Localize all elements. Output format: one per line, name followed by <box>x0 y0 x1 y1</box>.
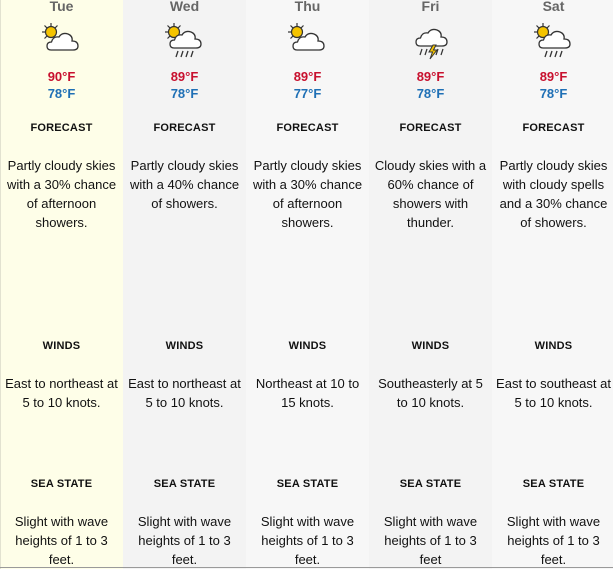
high-temp: 89°F <box>293 69 322 84</box>
forecast-text: Cloudy skies with a 60% chance of showers with thunder. <box>374 158 487 230</box>
sea-state-text: Slight with wave heights of 1 to 3 feet. <box>137 514 232 567</box>
forecast-text: Partly cloudy skies with a 40% chance of showers. <box>129 158 240 211</box>
winds-text: East to northeast at 5 to 10 knots. <box>5 376 118 410</box>
forecast-label: FORECAST <box>522 122 585 134</box>
day-content <box>127 0 242 569</box>
day-content <box>250 0 365 569</box>
high-temp: 89°F <box>170 69 199 84</box>
low-temp: 78°F <box>539 86 568 101</box>
winds-label: WINDS <box>288 340 327 352</box>
high-temp: 90°F <box>47 69 76 84</box>
thunderstorm-icon <box>408 20 454 60</box>
sea-state-text: Slight with wave heights of 1 to 3 feet. <box>14 514 109 567</box>
winds-text: Northeast at 10 to 15 knots. <box>255 376 360 410</box>
sea-state-text: Slight with wave heights of 1 to 3 feet. <box>506 514 601 567</box>
forecast-text: Partly cloudy skies with a 30% chance of afternoon showers. <box>6 158 117 230</box>
high-temp: 89°F <box>416 69 445 84</box>
winds-text: East to northeast at 5 to 10 knots. <box>128 376 241 410</box>
winds-text: Southeasterly at 5 to 10 knots. <box>378 376 483 410</box>
left-edge-divider <box>0 0 1 569</box>
high-temp: 89°F <box>539 69 568 84</box>
day-column-thu <box>246 0 369 569</box>
low-temp: 77°F <box>293 86 322 101</box>
day-column-wed <box>123 0 246 569</box>
day-content <box>373 0 488 569</box>
day-name: Tue <box>49 0 74 14</box>
partly-cloudy-icon <box>285 20 331 60</box>
sea-state-text: Slight with wave heights of 1 to 3 feet. <box>260 514 355 567</box>
sea-state-label: SEA STATE <box>276 478 339 490</box>
forecast-text: Partly cloudy skies with cloudy spells and a 30% chance of showers. <box>499 158 608 230</box>
winds-label: WINDS <box>411 340 450 352</box>
sea-state-label: SEA STATE <box>30 478 93 490</box>
cloud-showers-icon <box>531 20 577 60</box>
sea-state-label: SEA STATE <box>153 478 216 490</box>
winds-label: WINDS <box>42 340 81 352</box>
forecast-label: FORECAST <box>30 122 93 134</box>
partly-cloudy-icon <box>39 20 85 60</box>
sea-state-label: SEA STATE <box>399 478 462 490</box>
winds-label: WINDS <box>534 340 573 352</box>
bottom-divider <box>0 567 613 568</box>
winds-label: WINDS <box>165 340 204 352</box>
sea-state-label: SEA STATE <box>522 478 585 490</box>
day-name: Thu <box>294 0 321 14</box>
cloud-showers-icon <box>162 20 208 60</box>
day-column-fri <box>369 0 492 569</box>
day-name: Wed <box>169 0 200 14</box>
forecast-label: FORECAST <box>399 122 462 134</box>
forecast-label: FORECAST <box>153 122 216 134</box>
sea-state-text: Slight with wave heights of 1 to 3 feet <box>383 514 478 567</box>
low-temp: 78°F <box>416 86 445 101</box>
winds-text: East to southeast at 5 to 10 knots. <box>496 376 611 410</box>
low-temp: 78°F <box>170 86 199 101</box>
day-name: Sat <box>542 0 565 14</box>
low-temp: 78°F <box>47 86 76 101</box>
forecast-label: FORECAST <box>276 122 339 134</box>
day-column-tue <box>0 0 123 569</box>
day-name: Fri <box>421 0 440 14</box>
forecast-text: Partly cloudy skies with a 30% chance of afternoon showers. <box>252 158 363 230</box>
day-content <box>4 0 119 569</box>
day-content <box>496 0 611 569</box>
day-column-sat <box>492 0 613 569</box>
